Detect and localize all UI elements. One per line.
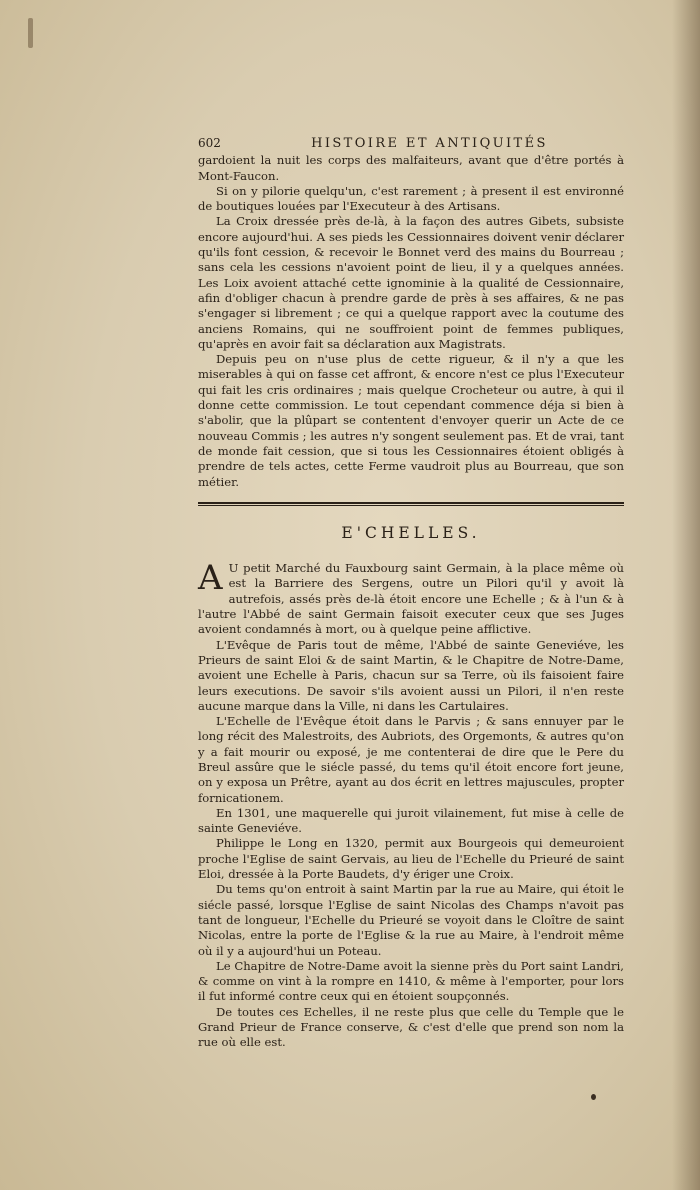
page-edge-shadow xyxy=(672,0,700,1190)
section-divider xyxy=(198,502,624,506)
ink-dot xyxy=(591,1094,596,1100)
running-header xyxy=(198,136,624,151)
paragraph: Si on y pilorie quelqu'un, c'est rarement ; à present il est environné de boutiques louées par l'Executeur à des Artisans. xyxy=(198,183,624,214)
paragraph-continued: gardoient la nuit les corps des malfaiteurs, avant que d'être portés à Mont-Faucon. xyxy=(198,153,624,183)
page-number: 602 xyxy=(198,136,221,150)
book-page xyxy=(198,136,624,1051)
paragraph: Philippe le Long en 1320, permit aux Bourgeois qui demeuroient proche l'Eglise de saint Gervais, au lieu de l'Echelle du Prieuré de saint Eloi, dressée à la Porte Baudets, d'y ériger une Croix. xyxy=(198,836,624,882)
drop-cap: A xyxy=(198,558,223,599)
paragraph: La Croix dressée près de-là, à la façon des autres Gibets, subsiste encore aujourd'hui. A ses pieds les Cessionnaires doivent venir déclarer qu'ils font cession, & recevoir le Bonnet verd des mains du Bourreau ; sans cela les cessions n'avoient point de lieu, il y a quelques années. Les Loix avoient attaché cette ignominie à la qualité de Cessionnaire, afin d'obliger chacun à prendre garde de près à ses affaires, & ne pas s'engager si librement ; ce qui a quelque rapport avec la coutume des anciens Romains, qui ne souffroient point de femmes publiques, qu'après en avoir fait sa déclaration aux Magistrats. xyxy=(198,214,624,351)
paragraph: De toutes ces Echelles, il ne reste plus que celle du Temple que le Grand Prieur de France conserve, & c'est d'elle que prend son nom la rue où elle est. xyxy=(198,1004,624,1050)
paragraph: Depuis peu on n'use plus de cette rigueur, & il n'y a que les miserables à qui on fasse cet affront, & encore n'est ce plus l'Executeur qui fait les cris ordinaires ; mais quelque Crocheteur ou autre, à qui il donne cette commission. Le tout cependant commence déja si bien à s'abolir, que la plûpart se contentent d'envoyer querir un Acte de ce nouveau Commis ; les autres n'y songent seulement pas. Et de vrai, tant de monde fait cession, que si tous les Cessionnaires étoient obligés à prendre de tels actes, cette Ferme vaudroit plus au Bourreau, que son métier. xyxy=(198,352,624,489)
paragraph: Le Chapitre de Notre-Dame avoit la sienne près du Port saint Landri, & comme on vint à la rompre en 1410, & même à l'emporter, pour lors il fut informé contre ceux qui en étoient soupçonnés. xyxy=(198,958,624,1004)
running-title: HISTOIRE ET ANTIQUITÉS xyxy=(311,136,548,151)
paragraph: L'Evêque de Paris tout de même, l'Abbé de sainte Geneviéve, les Prieurs de saint Eloi & de saint Martin, & le Chapitre de Notre-Dame, avoient une Echelle à Paris, chacun sur sa Terre, où ils faisoient faire leurs executions. De savoir s'ils avoient aussi un Pilori, il n'en reste aucune marque dans la Ville, ni dans les Cartulaires. xyxy=(198,637,624,713)
section-title: E'CHELLES. xyxy=(341,523,481,542)
first-paragraph-text: U petit Marché du Fauxbourg saint Germain, à la place même où est la Barriere des Sergens, outre un Pilori qu'il y avoit là autrefois, assés près de-là étoit encore une Echelle ; & à l'un & à l'autre l'Abbé de saint Germain faisoit executer ceux que ses Juges avoient condamnés à mort, ou à quelque peine afflictive. xyxy=(198,561,624,637)
section-first-paragraph xyxy=(198,558,624,637)
paragraph: Du tems qu'on entroit à saint Martin par la rue au Maire, qui étoit le siécle passé, lorsque l'Eglise de saint Nicolas des Champs n'avoit pas tant de longueur, l'Echelle du Prieuré se voyoit dans le Cloître de saint Nicolas, entre la porte de l'Eglise & la rue au Maire, à l'endroit même où il y a aujourd'hui un Poteau. xyxy=(198,882,624,958)
paragraph: En 1301, une maquerelle qui juroit vilainement, fut mise à celle de sainte Geneviéve. xyxy=(198,805,624,836)
paragraph: L'Echelle de l'Evêque étoit dans le Parvis ; & sans ennuyer par le long récit des Malestroits, des Aubriots, des Orgemonts, & autres qu'on y a fait mourir ou exposé, je me contenterai de dire que le Pere du Breul assûre que le siécle passé, du tems qu'il étoit encore fort jeune, on y exposa un Prêtre, ayant au dos écrit en lettres majuscules, propter fornicationem. xyxy=(198,714,624,805)
ink-stain xyxy=(28,18,33,48)
